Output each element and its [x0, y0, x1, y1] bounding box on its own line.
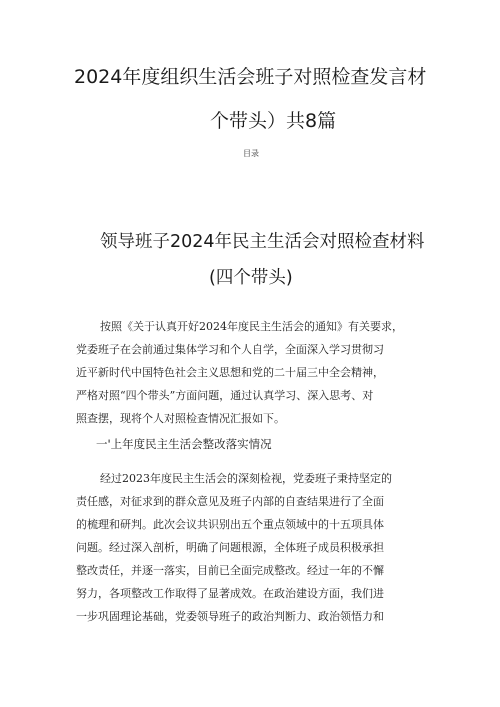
- section-title-line2: (四个带头): [209, 268, 293, 288]
- paragraph2-line: 整改责任，并逐一落实，目前已全面完成整改。经过一年的不懈: [76, 564, 384, 577]
- paragraph2-line: 努力，各项整改工作取得了显著成效。在政治建设方面，我们进: [76, 587, 384, 600]
- document-title-line1: 2024年度组织生活会班子对照检查发言材: [74, 66, 427, 88]
- paragraph1-line: 近平新时代中国特色社会主义思想和党的二十届三中全会精神，: [76, 366, 384, 379]
- paragraph1-line: 党委班子在会前通过集体学习和个人自学，全面深入学习贯彻习: [76, 343, 384, 356]
- paragraph2-line: 的梳理和研判。此次会议共识别出五个重点领域中的十五项具体: [76, 518, 384, 531]
- paragraph1-line: 严格对照“四个带头”方面问题，通过认真学习、深入思考、对: [76, 389, 374, 402]
- section-title-line1: 领导班子2024年民主生活会对照检查材料: [100, 232, 425, 252]
- paragraph2-line: 一步巩固理论基础，党委领导班子的政治判断力、政治领悟力和: [76, 610, 384, 623]
- paragraph2-line: 责任感，对征求到的群众意见及班子内部的自查结果进行了全面: [76, 495, 384, 508]
- paragraph1-line: 照查摆，现将个人对照检查情况汇报如下。: [76, 412, 285, 425]
- section-heading-1: 一'上年度民主生活会整改落实情况: [96, 437, 272, 451]
- paragraph1-line: 按照《关于认真开好2024年度民主生活会的通知》有关要求，: [100, 320, 403, 333]
- paragraph2-line: 问题。经过深入剖析，明确了问题根源，全体班子成员积极承担: [76, 541, 384, 554]
- paragraph2-line: 经过2023年度民主生活会的深刻检视，党委班子秉持坚定的: [100, 472, 392, 485]
- toc-label: 目录: [243, 149, 259, 158]
- document-title-line2: 个带头）共8篇: [210, 110, 337, 132]
